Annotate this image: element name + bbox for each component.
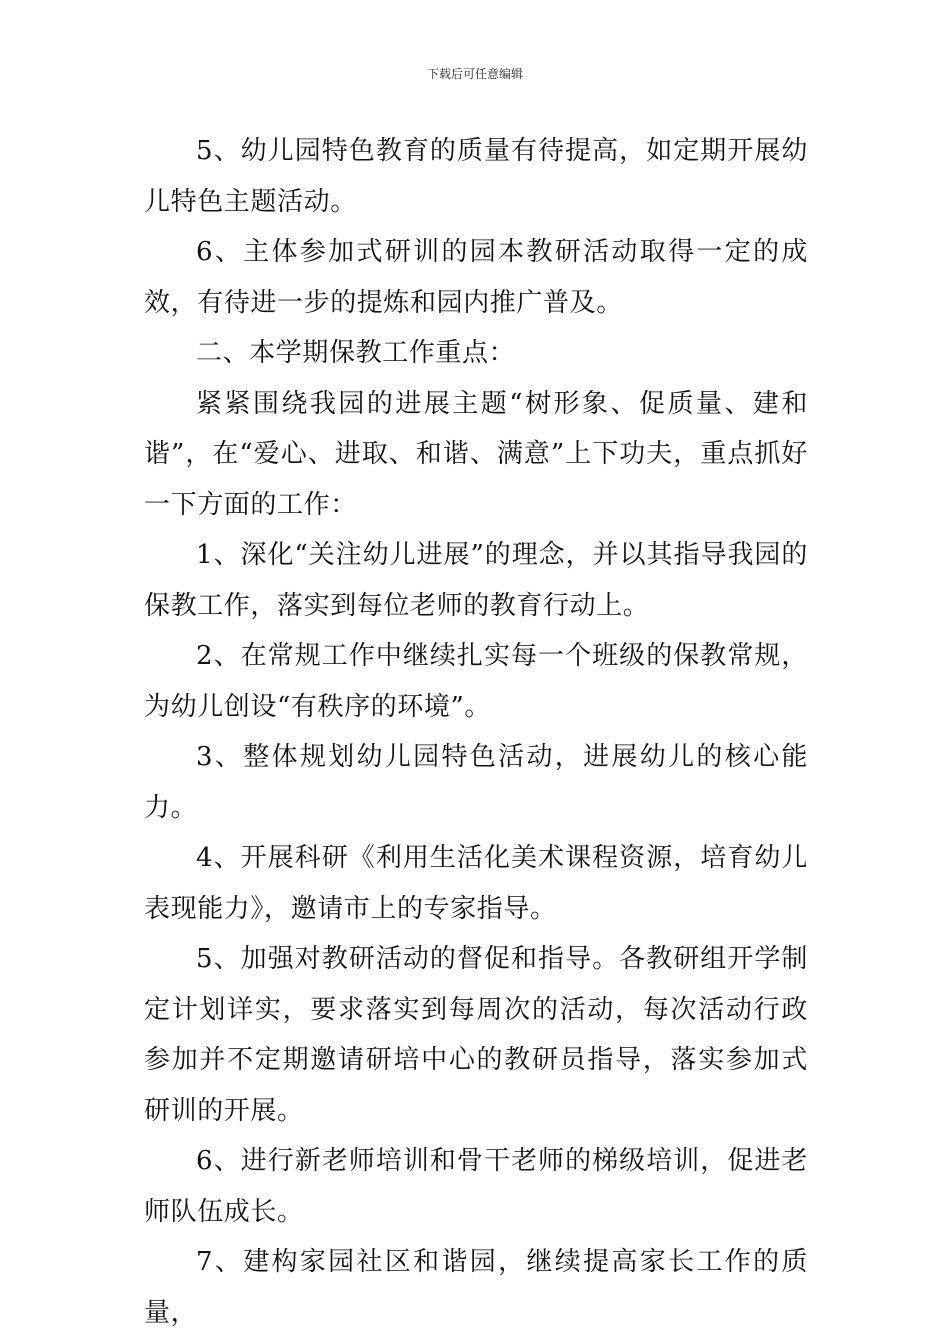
section-heading: 二、本学期保教工作重点：	[196, 338, 516, 368]
paragraph: 紧紧围绕我园的进展主题“树形象、促质量、建和谐”，在“爱心、进取、和谐、满意”上下功夫，重点抓好一下方面的工作：	[144, 388, 808, 520]
list-item: 2、在常规工作中继续扎实每一个班级的保教常规，为幼儿创设“有秩序的环境”。	[144, 641, 808, 722]
document-body	[144, 126, 808, 1338]
list-item: 7、建构家园社区和谐园，继续提高家长工作的质量，	[144, 1247, 808, 1328]
list-item: 5、加强对教研活动的督促和指导。各教研组开学制定计划详实，要求落实到每周次的活动，每次活动行政参加并不定期邀请研培中心的教研员指导，落实参加式研训的开展。	[144, 944, 808, 1126]
list-item: 6、进行新老师培训和骨干老师的梯级培训，促进老师队伍成长。	[144, 1146, 808, 1227]
paragraph: 5、幼儿园特色教育的质量有待提高，如定期开展幼儿特色主题活动。	[144, 136, 808, 217]
paragraph: 6、主体参加式研训的园本教研活动取得一定的成效，有待进一步的提炼和园内推广普及。	[144, 237, 808, 318]
list-item: 3、整体规划幼儿园特色活动，进展幼儿的核心能力。	[144, 742, 808, 823]
page-header: 下载后可任意编辑	[426, 67, 523, 81]
list-item: 4、开展科研《利用生活化美术课程资源，培育幼儿表现能力》，邀请市上的专家指导。	[144, 843, 808, 924]
list-item: 1、深化“关注幼儿进展”的理念，并以其指导我园的保教工作，落实到每位老师的教育行动上。	[144, 540, 808, 621]
